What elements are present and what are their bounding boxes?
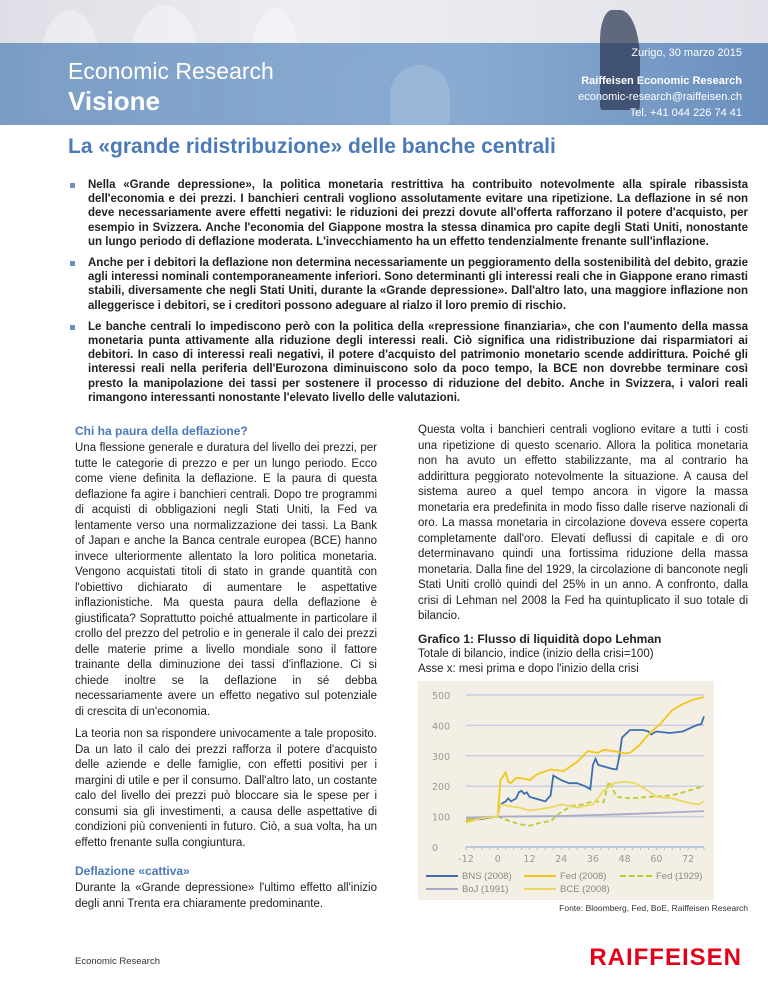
- chart-subtitle: Totale di bilancio, indice (inizio della crisi=100): [418, 647, 654, 660]
- paragraph: Una flessione generale e duratura del livello dei prezzi, per tutte le categorie di prezzo e per un lungo periodo. Ecco come viene definita la deflazione. E la paura di questa deflazione fa agire i banchieri centrali. Dopo tre programmi di acquisti di obbligazioni negli Stati Uniti, la Fed va lentamente verso una normalizzazione dei tassi. La Bank of Japan e anche la Banca centrale europea (BCE) hanno invece ulteriormente allentato la loro politica monetaria. Vengono acquistati titoli di stato in grande quantità con l'obiettivo dichiarato di aumentare le aspettative inflazionistiche. Ma questa paura della deflazione è giustificata? Soprattutto poiché attualmente in particolare il crollo del prezzo del petrolio e in generale il calo dei prezzi delle materie prime a livello mondiale sono il fattore trainante della diminuzione dei tassi d'inflazione. Ci si chiede inoltre se la deflazione in sé debba necessariamente avere un effetto negativo sul potenziale di crescita di un'economia.: [75, 442, 377, 718]
- y-tick-label: 500: [432, 690, 451, 702]
- org-name: Raiffeisen Economic Research: [581, 75, 742, 87]
- series-name: Economic Research: [68, 58, 274, 84]
- right-column: [418, 423, 748, 919]
- series-line-fed-2008: [466, 697, 704, 820]
- y-tick-label: 200: [432, 781, 451, 793]
- chart-panel: [418, 681, 714, 900]
- bullet-item: Nella «Grande depressione», la politica monetaria restrittiva ha contribuito notevolmente alla spirale ribassista dell'economia e dei prezzi. I banchieri centrali vogliono assolutamente evitare una ripetizione. La deflazione in sé non deve necessariamente avere effetti negativi: le riduzioni dei prezzi dovute all'offerta rafforzano il potere d'acquisto, per esempio in Svizzera. Anche l'economia del Giappone mostra la stessa dinamica pro capite degli Stati Uniti, nonostante un lungo periodo di deflazione moderata. L'invecchiamento ha un effetto tendenzialmente frenante sull'inflazione.: [68, 178, 748, 249]
- bullet-item: Le banche centrali lo impediscono però con la politica della «repressione finanziaria», che con l'aumento della massa monetaria punta attivamente alla riduzione degli interessi reali. Ciò significa una ridistribuzione dai risparmiatori ai debitori. In caso di interessi reali negativi, il potere d'acquisto del patrimonio monetario scende addirittura. Poiché gli interessi reali nella periferia dell'Eurozona diminuiscono solo da poco tempo, la BCE non dovrebbe terminare così presto la manipolazione dei tassi per sostenere il processo di riduzione del debito. Anche in Svizzera, i valori reali rimangono interessanti nonostante l'elevato livello delle valutazioni.: [68, 320, 748, 405]
- x-tick-label: -12: [458, 853, 474, 865]
- legend-bce: BCE (2008): [524, 882, 610, 898]
- paragraph: Durante la «Grande depressione» l'ultimo effetto all'inizio degli anni Trenta era chiaramente predominante.: [75, 882, 377, 910]
- raiffeisen-logo: RAIFFEISEN: [589, 944, 742, 971]
- header-banner: [0, 0, 768, 125]
- x-tick-label: 72: [682, 853, 695, 865]
- bullet-item: Anche per i debitori la deflazione non determina necessariamente un peggioramento della sostenibilità del debito, grazie agli interessi nominali contemporaneamente inferiori. Sono determinanti gli interessi reali che in Giappone erano rimasti stabili, diversamente che negli Stati Uniti, durante la «Grande depressione». Dall'altro lato, una maggiore inflazione non alleggerisce i debitori, se i creditori possono adeguare al rialzo il loro premio di rischio.: [68, 256, 748, 313]
- main-content: [68, 178, 748, 919]
- x-tick-label: 24: [555, 853, 568, 865]
- legend-fed-1929: Fed (1929): [620, 869, 702, 885]
- paragraph: La teoria non sa rispondere univocamente a tale proposito. Da un lato il calo dei prezzi rafforza il potere d'acquisto delle aziende e delle famiglie, con effetti positivi per i margini di utile e per il consumo. Dall'altro lato, un costante calo del livello dei prezzi può bloccare sia le spese per i consumi sia gli investimenti, a causa delle aspettative di condizioni più convenienti in futuro. Ciò, a sua volta, ha un effetto frenante sulla congiuntura.: [75, 728, 377, 849]
- email-link[interactable]: economic-research@raiffeisen.ch: [578, 91, 742, 103]
- footer-label: Economic Research: [75, 956, 161, 967]
- chart-svg: [418, 681, 714, 869]
- chart-legend: [426, 869, 714, 896]
- x-tick-label: 0: [494, 853, 501, 865]
- chart-xlabel: Asse x: mesi prima e dopo l'inizio della crisi: [418, 662, 639, 675]
- phone: Tel. +41 044 226 74 41: [629, 107, 742, 119]
- chart-title: Grafico 1: Flusso di liquidità dopo Lehman: [418, 631, 662, 646]
- chart-source: Fonte: Bloomberg, Fed, BoE, Raiffeisen Research: [559, 902, 748, 913]
- y-tick-label: 100: [432, 812, 451, 824]
- x-tick-label: 12: [523, 853, 536, 865]
- key-points: [68, 178, 748, 405]
- left-column: [75, 423, 377, 919]
- paragraph: Questa volta i banchieri centrali vogliono evitare a tutti i costi una ripetizione di questo scenario. Allora la politica monetaria non ha avuto un effetto stabilizzante, ma al contrario ha addirittura peggiorato notevolmente la situazione. A causa del sistema aureo a quel tempo ancora in vigore la massa monetaria era predefinita in modo fisso dalle riserve nazionali di oro. La massa monetaria in circolazione doveva essere coperta completamente dall'oro. Elevati deflussi di capitale e di oro determinavano quindi una fortissima riduzione della massa monetaria. Dalla fine del 1929, la circolazione di banconote negli Stati Uniti crollò quindi del 25% in un anno. A confronto, dalla crisi di Lehman nel 2008 la Fed ha quintuplicato il suo totale di bilancio.: [418, 424, 748, 623]
- legend-bns: BNS (2008): [426, 869, 512, 885]
- legend-fed-2008: Fed (2008): [524, 869, 606, 885]
- x-tick-label: 36: [586, 853, 599, 865]
- page-title: La «grande ridistribuzione» delle banche centrali: [68, 135, 556, 158]
- product-name: Visione: [68, 86, 161, 116]
- x-tick-label: 60: [650, 853, 663, 865]
- x-tick-label: 48: [618, 853, 631, 865]
- y-tick-label: 0: [432, 842, 439, 854]
- legend-boj: BoJ (1991): [426, 882, 508, 898]
- section-heading: Chi ha paura della deflazione?: [75, 424, 248, 439]
- y-tick-label: 300: [432, 751, 451, 763]
- date: Zurigo, 30 marzo 2015: [631, 47, 742, 59]
- y-tick-label: 400: [432, 720, 451, 732]
- two-columns: [68, 423, 748, 919]
- section-heading: Deflazione «cattiva»: [75, 864, 190, 879]
